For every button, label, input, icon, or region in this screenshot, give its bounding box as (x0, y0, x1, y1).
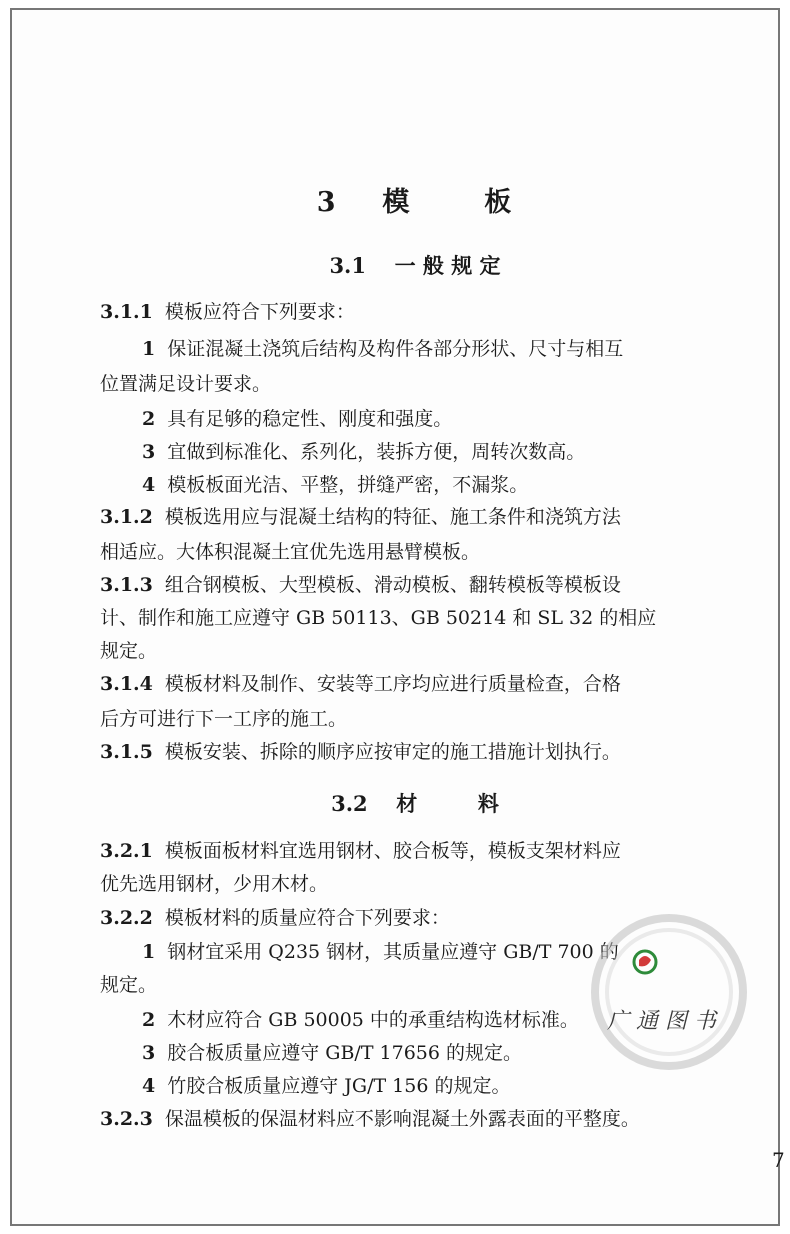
clause-number: 3.2.2 (100, 907, 153, 929)
clause-3-1-1 (100, 297, 730, 327)
clause-3-1-3-line1 (100, 570, 730, 600)
clause-text: 模板面板材料宜选用钢材、胶合板等，模板支架材料应 (164, 840, 621, 862)
item-number: 3 (142, 441, 156, 463)
section-number: 3.1 (329, 253, 366, 278)
item-text: 竹胶合板质量应遵守 JG/T 156 的规定。 (167, 1075, 511, 1097)
item-3-1-1-3 (100, 437, 772, 467)
item-number: 2 (142, 1009, 156, 1031)
section-heading-a: 材 (396, 791, 418, 816)
clause-text: 模板选用应与混凝土结构的特征、施工条件和浇筑方法 (164, 506, 621, 528)
item-3-1-1-4 (100, 470, 772, 500)
clause-number: 3.1.3 (100, 574, 153, 596)
publisher-seal-watermark (587, 910, 752, 1075)
item-number: 3 (142, 1042, 156, 1064)
item-number: 2 (142, 408, 156, 430)
item-text-continued: 规定。 (100, 974, 158, 996)
clause-text-continued: 后方可进行下一工序的施工。 (100, 708, 348, 730)
clause-3-1-4-line1 (100, 669, 730, 699)
clause-3-1-4-line2 (100, 704, 730, 734)
item-text: 胶合板质量应遵守 GB/T 17656 的规定。 (167, 1042, 523, 1064)
chapter-title (100, 180, 730, 219)
clause-3-2-1-line1 (100, 836, 730, 866)
page-frame (10, 8, 785, 1226)
item-number: 4 (142, 474, 156, 496)
item-text: 模板板面光洁、平整，拼缝严密，不漏浆。 (167, 474, 529, 496)
clause-text: 模板材料及制作、安装等工序均应进行质量检查，合格 (164, 673, 621, 695)
clause-number: 3.2.1 (100, 840, 153, 862)
clause-text-continued: 规定。 (100, 640, 158, 662)
clause-3-1-3-line2 (100, 603, 730, 633)
item-3-1-1-1-line2 (100, 369, 730, 399)
clause-3-1-5 (100, 737, 730, 767)
clause-text: 组合钢模板、大型模板、滑动模板、翻转模板等模板设 (164, 574, 621, 596)
seal-text: 广 通 图 书 (607, 1009, 716, 1034)
clause-text: 模板安装、拆除的顺序应按审定的施工措施计划执行。 (164, 741, 621, 763)
item-number: 4 (142, 1075, 156, 1097)
clause-number: 3.1.5 (100, 741, 153, 763)
clause-3-1-2-line2 (100, 537, 730, 567)
item-3-2-2-4 (100, 1071, 772, 1101)
item-text: 具有足够的稳定性、刚度和强度。 (167, 408, 453, 430)
page-number: 7 (772, 1148, 785, 1172)
clause-number: 3.1.1 (100, 301, 153, 323)
clause-number: 3.1.4 (100, 673, 153, 695)
clause-3-1-2-line1 (100, 502, 730, 532)
seal-logo-icon (634, 951, 656, 973)
item-text: 宜做到标准化、系列化，装拆方便，周转次数高。 (167, 441, 586, 463)
item-number: 1 (142, 941, 156, 963)
section-heading: 一 般 规 定 (394, 253, 501, 278)
chapter-number: 3 (316, 187, 338, 218)
clause-3-1-3-line3 (100, 636, 730, 666)
section-number: 3.2 (331, 791, 368, 816)
clause-number: 3.1.2 (100, 506, 153, 528)
clause-text-continued: 相适应。大体积混凝土宜优先选用悬臂模板。 (100, 541, 481, 563)
section-title-3-2 (100, 788, 730, 818)
clause-text: 模板应符合下列要求： (164, 301, 355, 323)
item-text: 钢材宜采用 Q235 钢材，其质量应遵守 GB/T 700 的 (167, 941, 619, 963)
item-text: 木材应符合 GB 50005 中的承重结构选材标准。 (167, 1009, 579, 1031)
section-title-3-1 (100, 250, 730, 280)
item-text: 保证混凝土浇筑后结构及构件各部分形状、尺寸与相互 (167, 338, 624, 360)
item-3-1-1-1-line1 (100, 334, 772, 364)
clause-3-2-3 (100, 1104, 730, 1134)
clause-3-2-1-line2 (100, 869, 730, 899)
chapter-title-b: 板 (484, 187, 514, 218)
clause-text-continued: 优先选用钢材，少用木材。 (100, 873, 329, 895)
clause-text-continued: 计、制作和施工应遵守 GB 50113、GB 50214 和 SL 32 的相应 (100, 607, 657, 629)
clause-text: 模板材料的质量应符合下列要求： (164, 907, 450, 929)
item-3-1-1-2 (100, 404, 772, 434)
seal-outer-ring (595, 918, 743, 1066)
clause-text: 保温模板的保温材料应不影响混凝土外露表面的平整度。 (164, 1108, 640, 1130)
item-text-continued: 位置满足设计要求。 (100, 373, 272, 395)
section-heading-b: 料 (477, 791, 499, 816)
chapter-title-a: 模 (382, 187, 412, 218)
clause-number: 3.2.3 (100, 1108, 153, 1130)
seal-inner-ring (607, 930, 731, 1054)
item-number: 1 (142, 338, 156, 360)
